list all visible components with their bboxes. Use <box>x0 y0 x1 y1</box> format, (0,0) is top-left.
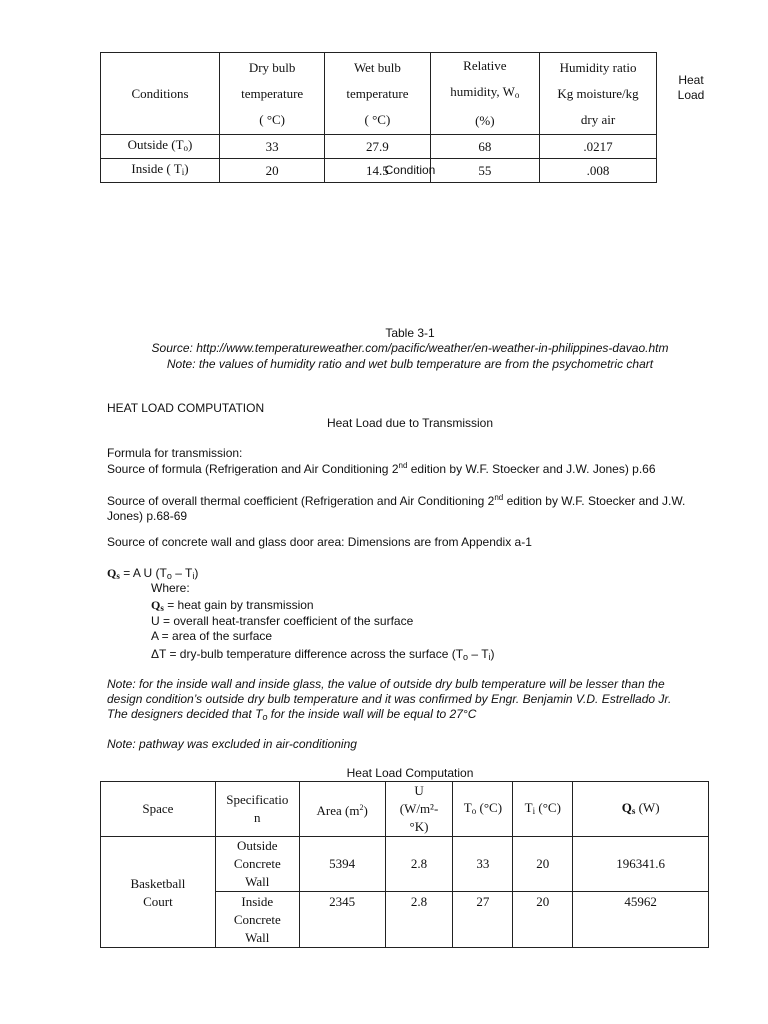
source-line: Source: http://www.temperatureweather.com/pacific/weather/en-weather-in-philippines-davao.htm <box>151 341 669 355</box>
cell-rh: 55 <box>430 159 540 183</box>
row-label: Inside ( $T_i$) <box>101 159 220 183</box>
cell-qs: 45962 <box>573 892 709 948</box>
cell-specification: Inside Concrete Wall <box>215 892 299 948</box>
cell-ti: 20 <box>513 837 573 892</box>
header-u: U (W/m²- °K) <box>385 782 453 837</box>
formula-where: Where: <box>151 581 190 595</box>
header-dry-bulb: Dry bulb temperature ( °C) <box>219 53 324 135</box>
cell-dry-bulb: 33 <box>219 135 324 159</box>
header-specification: Specificatio n <box>215 782 299 837</box>
cell-u: 2.8 <box>385 892 453 948</box>
coefficient-source: Source of overall thermal coefficient (Refrigeration and Air Conditioning 2nd edition by W.F. Stoecker and J.W. Jones) p.68-69 <box>107 493 686 523</box>
header-to: $T_o$ (°C) <box>453 782 513 837</box>
cell-to: 27 <box>453 892 513 948</box>
section-title: HEAT LOAD COMPUTATION <box>107 401 265 415</box>
formula-intro: Formula for transmission: <box>107 446 243 460</box>
side-label-heat-load: Heat Load <box>677 73 705 102</box>
cell-dry-bulb: 20 <box>219 159 324 183</box>
header-conditions: Conditions <box>101 53 220 135</box>
note-psychometric: Note: the values of humidity ratio and wet bulb temperature are from the psychometric chart <box>166 357 654 371</box>
definition-qs: $Q_s$ = heat gain by transmission <box>151 598 314 613</box>
header-ti: $T_i$ (°C) <box>513 782 573 837</box>
header-space: Space <box>101 782 216 837</box>
table-caption: Table 3-1 <box>385 326 435 340</box>
cell-ratio: .0217 <box>540 135 657 159</box>
area-source: Source of concrete wall and glass door area: Dimensions are from Appendix a-1 <box>107 535 532 549</box>
header-area: Area $(m^2)$ <box>299 782 385 837</box>
conditions-header-row <box>101 53 657 135</box>
note-pathway: Note: pathway was excluded in air-conditioning <box>107 737 357 751</box>
header-relative-humidity: Relative humidity, $W_o$ (%) <box>430 53 540 135</box>
cell-space: Basketball Court <box>101 837 216 948</box>
heat-load-table <box>100 781 709 948</box>
cell-specification: Outside Concrete Wall <box>215 837 299 892</box>
cell-ti: 20 <box>513 892 573 948</box>
table-row <box>101 135 657 159</box>
cell-area: 5394 <box>299 837 385 892</box>
cell-area: 2345 <box>299 892 385 948</box>
cell-u: 2.8 <box>385 837 453 892</box>
table-row <box>101 837 709 892</box>
note-inside-wall: Note: for the inside wall and inside glass, the value of outside dry bulb temperature will be lesser than the design condition’s outside dry bulb temperature and it was confirmed by Engr. Benjamin V.D. Estrellado Jr. The designers decided that $T_o$ for the inside wall will be equal to 27°C <box>107 677 672 722</box>
header-wet-bulb: Wet bulb temperature ( °C) <box>325 53 430 135</box>
row-label: Outside $(T_o)$ <box>101 135 220 159</box>
header-humidity-ratio: Humidity ratio Kg moisture/kg dry air <box>540 53 657 135</box>
header-qs: $Q_s$ (W) <box>573 782 709 837</box>
definition-u: U = overall heat-transfer coefficient of the surface <box>151 614 414 628</box>
formula-equation: $Q_s = A$ U $(T_o - T_i)$ <box>107 566 199 581</box>
formula-source: Source of formula (Refrigeration and Air Conditioning 2nd edition by W.F. Stoecker and J.W. Jones) p.66 <box>107 461 656 476</box>
heat-load-header-row <box>101 782 709 837</box>
cell-rh: 68 <box>430 135 540 159</box>
heat-load-caption: Heat Load Computation <box>346 766 474 780</box>
cell-wet-bulb: 27.9 <box>325 135 430 159</box>
cell-ratio: .008 <box>540 159 657 183</box>
condition-caption: Condition <box>384 163 436 177</box>
subsection-title: Heat Load due to Transmission <box>326 416 494 430</box>
definition-a: A = area of the surface <box>151 629 273 643</box>
cell-to: 33 <box>453 837 513 892</box>
definition-dt: ΔT = dry-bulb temperature difference across the surface $(T_o - T_i)$ <box>151 647 495 662</box>
cell-wet-bulb: 14.5 <box>325 159 430 183</box>
cell-qs: 196341.6 <box>573 837 709 892</box>
